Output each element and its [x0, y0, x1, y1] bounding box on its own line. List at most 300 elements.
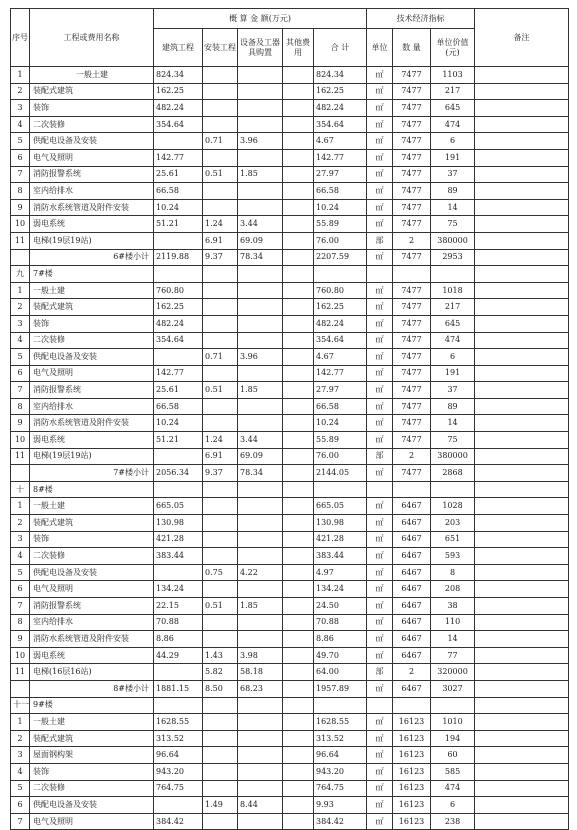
cell-name: 装饰 — [30, 100, 154, 117]
cell-name: 7#楼 — [30, 266, 154, 283]
cell-unit: 部 — [367, 664, 393, 681]
cell-other — [283, 83, 314, 100]
cell-construction — [154, 266, 203, 283]
cell-total: 9.93 — [314, 797, 367, 814]
cell-unit: ㎡ — [367, 598, 393, 615]
cell-total: 66.58 — [314, 183, 367, 200]
cell-name: 室内给排水 — [30, 398, 154, 415]
cell-construction: 10.24 — [154, 199, 203, 216]
cell-equipment — [238, 548, 283, 565]
cell-equipment — [238, 415, 283, 432]
cell-remark — [475, 266, 569, 283]
cell-total — [314, 697, 367, 714]
cell-unit: ㎡ — [367, 299, 393, 316]
cell-seq: 9 — [11, 415, 30, 432]
table-row — [11, 149, 569, 166]
cell-seq — [11, 465, 30, 482]
cell-seq: 十一 — [11, 697, 30, 714]
cell-quantity: 16123 — [393, 714, 431, 731]
cell-unit-value: 217 — [431, 299, 475, 316]
cell-remark — [475, 481, 569, 498]
cell-other — [283, 100, 314, 117]
cell-other — [283, 730, 314, 747]
cell-quantity: 16123 — [393, 747, 431, 764]
cell-name: 二次装修 — [30, 548, 154, 565]
cell-remark — [475, 398, 569, 415]
cell-quantity: 2 — [393, 232, 431, 249]
cell-remark — [475, 448, 569, 465]
cell-install — [203, 714, 238, 731]
cell-other — [283, 531, 314, 548]
table-row — [11, 631, 569, 648]
cell-seq: 1 — [11, 282, 30, 299]
cell-install — [203, 398, 238, 415]
cell-equipment — [238, 299, 283, 316]
cell-quantity: 6467 — [393, 598, 431, 615]
cell-quantity: 2 — [393, 448, 431, 465]
cell-total: 482.24 — [314, 315, 367, 332]
cell-remark — [475, 432, 569, 449]
cell-quantity — [393, 266, 431, 283]
cell-unit: ㎡ — [367, 398, 393, 415]
cell-install: 6.91 — [203, 448, 238, 465]
cell-install — [203, 365, 238, 382]
cell-construction: 25.61 — [154, 166, 203, 183]
cell-remark — [475, 83, 569, 100]
cell-name: 装配式建筑 — [30, 515, 154, 532]
cell-seq: 6 — [11, 797, 30, 814]
cell-total: 1957.89 — [314, 680, 367, 697]
cell-unit-value — [431, 697, 475, 714]
cell-equipment — [238, 199, 283, 216]
cell-quantity: 6467 — [393, 581, 431, 598]
cell-quantity: 7477 — [393, 149, 431, 166]
cell-construction: 51.21 — [154, 216, 203, 233]
cell-other — [283, 548, 314, 565]
cell-quantity: 16123 — [393, 763, 431, 780]
header-budget-group: 概 算 金 额(万元) — [154, 9, 367, 29]
cell-install: 9.37 — [203, 465, 238, 482]
table-row — [11, 216, 569, 233]
cell-quantity: 7477 — [393, 299, 431, 316]
cell-construction: 1881.15 — [154, 680, 203, 697]
cell-unit-value: 474 — [431, 780, 475, 797]
cell-name: 装配式建筑 — [30, 299, 154, 316]
cell-other — [283, 216, 314, 233]
cell-name: 屋面钢构架 — [30, 747, 154, 764]
cell-equipment — [238, 67, 283, 84]
cell-unit: ㎡ — [367, 763, 393, 780]
cell-seq: 1 — [11, 498, 30, 515]
cell-install — [203, 515, 238, 532]
header-other: 其他费用 — [283, 29, 314, 67]
cell-equipment — [238, 398, 283, 415]
table-row — [11, 299, 569, 316]
cell-remark — [475, 415, 569, 432]
cell-unit: ㎡ — [367, 100, 393, 117]
cell-unit: ㎡ — [367, 133, 393, 150]
cell-total: 134.24 — [314, 581, 367, 598]
cell-remark — [475, 564, 569, 581]
cell-construction: 824.34 — [154, 67, 203, 84]
table-row — [11, 133, 569, 150]
cell-construction: 162.25 — [154, 83, 203, 100]
cell-install — [203, 780, 238, 797]
cell-construction: 142.77 — [154, 149, 203, 166]
header-total: 合 计 — [314, 29, 367, 67]
cell-seq: 8 — [11, 398, 30, 415]
cell-unit-value: 14 — [431, 199, 475, 216]
cell-unit-value: 1028 — [431, 498, 475, 515]
cell-seq: 6 — [11, 149, 30, 166]
cell-unit: ㎡ — [367, 67, 393, 84]
table-row — [11, 581, 569, 598]
cell-install: 1.49 — [203, 797, 238, 814]
header-name: 工程或费用名称 — [30, 9, 154, 67]
cell-other — [283, 299, 314, 316]
cell-equipment — [238, 498, 283, 515]
cell-unit: ㎡ — [367, 581, 393, 598]
cell-install — [203, 282, 238, 299]
cell-name: 装饰 — [30, 531, 154, 548]
cell-other — [283, 398, 314, 415]
cell-quantity: 6467 — [393, 548, 431, 565]
cell-other — [283, 498, 314, 515]
cell-equipment — [238, 116, 283, 133]
cell-install: 0.71 — [203, 349, 238, 366]
cell-construction: 384.42 — [154, 813, 203, 830]
cell-seq: 5 — [11, 780, 30, 797]
cell-other — [283, 631, 314, 648]
cell-other — [283, 564, 314, 581]
cell-construction — [154, 697, 203, 714]
header-unit: 单位 — [367, 29, 393, 67]
cell-other — [283, 282, 314, 299]
cell-seq: 4 — [11, 332, 30, 349]
cell-construction: 421.28 — [154, 531, 203, 548]
cell-quantity: 6467 — [393, 631, 431, 648]
cell-remark — [475, 282, 569, 299]
table-row — [11, 398, 569, 415]
cell-other — [283, 349, 314, 366]
cell-unit: ㎡ — [367, 647, 393, 664]
cell-name: 消防水系统管道及附件安装 — [30, 199, 154, 216]
cell-install — [203, 83, 238, 100]
cell-seq: 6 — [11, 581, 30, 598]
cell-quantity: 7477 — [393, 83, 431, 100]
cell-equipment: 58.18 — [238, 664, 283, 681]
table-row — [11, 100, 569, 117]
cell-remark — [475, 149, 569, 166]
cell-install — [203, 498, 238, 515]
cell-equipment: 3.96 — [238, 349, 283, 366]
cell-seq: 6 — [11, 365, 30, 382]
cell-seq: 9 — [11, 631, 30, 648]
table-row — [11, 481, 569, 498]
cell-name: 电梯(19层19站) — [30, 448, 154, 465]
cell-remark — [475, 598, 569, 615]
cell-unit — [367, 697, 393, 714]
cell-remark — [475, 714, 569, 731]
cell-equipment — [238, 614, 283, 631]
cell-construction: 482.24 — [154, 315, 203, 332]
cell-quantity: 7477 — [393, 67, 431, 84]
cell-seq: 8 — [11, 183, 30, 200]
cell-name: 消防报警系统 — [30, 382, 154, 399]
table-row — [11, 797, 569, 814]
cell-unit-value: 1018 — [431, 282, 475, 299]
cell-quantity: 6467 — [393, 515, 431, 532]
cell-unit-value: 14 — [431, 631, 475, 648]
cell-install — [203, 747, 238, 764]
cell-unit-value: 380000 — [431, 448, 475, 465]
table-row — [11, 282, 569, 299]
cell-total: 354.64 — [314, 332, 367, 349]
cell-other — [283, 249, 314, 266]
table-row — [11, 382, 569, 399]
cell-quantity: 7477 — [393, 282, 431, 299]
header-unit-value: 单位价值(元) — [431, 29, 475, 67]
table-row — [11, 365, 569, 382]
cell-install: 0.51 — [203, 598, 238, 615]
table-row — [11, 183, 569, 200]
cell-equipment — [238, 183, 283, 200]
cell-total: 66.58 — [314, 398, 367, 415]
cell-unit: ㎡ — [367, 183, 393, 200]
cell-seq: 3 — [11, 100, 30, 117]
cell-install — [203, 332, 238, 349]
cell-construction: 354.64 — [154, 116, 203, 133]
cell-construction: 44.29 — [154, 647, 203, 664]
cell-remark — [475, 614, 569, 631]
cell-equipment — [238, 697, 283, 714]
cell-unit-value: 585 — [431, 763, 475, 780]
table-row — [11, 116, 569, 133]
cell-equipment — [238, 780, 283, 797]
cell-other — [283, 747, 314, 764]
cell-name: 8#楼小计 — [30, 680, 154, 697]
cell-other — [283, 232, 314, 249]
cell-other — [283, 415, 314, 432]
cell-equipment: 3.44 — [238, 216, 283, 233]
cell-total: 665.05 — [314, 498, 367, 515]
cell-equipment — [238, 531, 283, 548]
cell-name: 二次装修 — [30, 780, 154, 797]
cell-unit-value — [431, 481, 475, 498]
cell-construction: 665.05 — [154, 498, 203, 515]
cell-unit: ㎡ — [367, 365, 393, 382]
cell-construction: 764.75 — [154, 780, 203, 797]
cell-name: 电气及照明 — [30, 581, 154, 598]
cell-name: 弱电系统 — [30, 216, 154, 233]
cell-seq — [11, 680, 30, 697]
cost-estimate-table — [10, 8, 569, 830]
cell-unit-value: 1103 — [431, 67, 475, 84]
cell-name: 供配电设备及安装 — [30, 133, 154, 150]
cell-unit: ㎡ — [367, 166, 393, 183]
cell-construction: 383.44 — [154, 548, 203, 565]
cell-total: 96.64 — [314, 747, 367, 764]
cell-equipment: 1.85 — [238, 382, 283, 399]
cell-install — [203, 481, 238, 498]
cell-other — [283, 365, 314, 382]
cell-name: 室内给排水 — [30, 614, 154, 631]
cell-unit-value: 651 — [431, 531, 475, 548]
cell-name: 室内给排水 — [30, 183, 154, 200]
cell-total: 55.89 — [314, 432, 367, 449]
cell-other — [283, 199, 314, 216]
cell-name: 消防报警系统 — [30, 166, 154, 183]
table-row — [11, 515, 569, 532]
cell-other — [283, 332, 314, 349]
cell-construction — [154, 349, 203, 366]
cell-unit-value: 110 — [431, 614, 475, 631]
cell-quantity: 6467 — [393, 498, 431, 515]
table-row — [11, 249, 569, 266]
cell-install: 0.71 — [203, 133, 238, 150]
cell-construction — [154, 448, 203, 465]
cell-name: 一般土建 — [30, 282, 154, 299]
cell-unit: ㎡ — [367, 614, 393, 631]
cell-name: 7#楼小计 — [30, 465, 154, 482]
cell-construction: 162.25 — [154, 299, 203, 316]
cell-install — [203, 697, 238, 714]
cell-unit-value: 1010 — [431, 714, 475, 731]
cell-quantity: 16123 — [393, 780, 431, 797]
cell-total: 760.80 — [314, 282, 367, 299]
cell-unit: ㎡ — [367, 332, 393, 349]
table-row — [11, 266, 569, 283]
cell-remark — [475, 548, 569, 565]
cell-other — [283, 266, 314, 283]
cell-equipment: 78.34 — [238, 465, 283, 482]
cell-unit: ㎡ — [367, 382, 393, 399]
cell-unit: ㎡ — [367, 415, 393, 432]
cell-quantity: 7477 — [393, 133, 431, 150]
cell-name: 6#楼小计 — [30, 249, 154, 266]
cell-seq: 7 — [11, 813, 30, 830]
cell-other — [283, 680, 314, 697]
cell-equipment: 69.09 — [238, 232, 283, 249]
cell-install — [203, 531, 238, 548]
header-equipment: 设备及工器具购置 — [238, 29, 283, 67]
cell-unit-value: 191 — [431, 365, 475, 382]
header-construction: 建筑工程 — [154, 29, 203, 67]
cell-seq: 5 — [11, 133, 30, 150]
cell-construction: 25.61 — [154, 382, 203, 399]
cell-name: 电梯(16层16站) — [30, 664, 154, 681]
table-row — [11, 315, 569, 332]
cell-construction: 96.64 — [154, 747, 203, 764]
cell-unit-value: 89 — [431, 398, 475, 415]
cell-remark — [475, 647, 569, 664]
cell-remark — [475, 797, 569, 814]
cell-unit-value: 2953 — [431, 249, 475, 266]
cell-quantity: 7477 — [393, 365, 431, 382]
cell-unit-value: 6 — [431, 349, 475, 366]
cell-unit: ㎡ — [367, 730, 393, 747]
cell-unit: ㎡ — [367, 747, 393, 764]
cell-quantity: 16123 — [393, 730, 431, 747]
cell-unit-value: 320000 — [431, 664, 475, 681]
cell-construction: 2056.34 — [154, 465, 203, 482]
cell-install — [203, 299, 238, 316]
cell-unit: ㎡ — [367, 116, 393, 133]
cell-construction: 70.88 — [154, 614, 203, 631]
cell-quantity: 7477 — [393, 166, 431, 183]
cell-other — [283, 581, 314, 598]
cell-unit: ㎡ — [367, 249, 393, 266]
cell-other — [283, 515, 314, 532]
cell-other — [283, 465, 314, 482]
cell-quantity — [393, 481, 431, 498]
cell-total: 4.67 — [314, 349, 367, 366]
table-row — [11, 747, 569, 764]
cell-remark — [475, 365, 569, 382]
cell-remark — [475, 631, 569, 648]
cell-name: 电梯(19层19站) — [30, 232, 154, 249]
cell-quantity: 7477 — [393, 100, 431, 117]
cell-total: 130.98 — [314, 515, 367, 532]
cell-unit-value: 3027 — [431, 680, 475, 697]
cell-construction: 1628.55 — [154, 714, 203, 731]
cell-other — [283, 763, 314, 780]
cell-install — [203, 763, 238, 780]
cell-equipment: 3.98 — [238, 647, 283, 664]
cell-unit: ㎡ — [367, 315, 393, 332]
cell-equipment — [238, 730, 283, 747]
cell-name: 供配电设备及安装 — [30, 349, 154, 366]
cell-construction — [154, 481, 203, 498]
cell-total: 8.86 — [314, 631, 367, 648]
cell-name: 一般土建 — [30, 67, 154, 84]
cell-unit-value: 75 — [431, 216, 475, 233]
cell-equipment: 68.23 — [238, 680, 283, 697]
cell-total: 76.00 — [314, 448, 367, 465]
cell-total: 482.24 — [314, 100, 367, 117]
cell-unit-value: 6 — [431, 133, 475, 150]
cell-quantity: 7477 — [393, 249, 431, 266]
cell-name: 装配式建筑 — [30, 730, 154, 747]
cell-total: 10.24 — [314, 199, 367, 216]
cell-name: 8#楼 — [30, 481, 154, 498]
cell-unit-value: 37 — [431, 382, 475, 399]
cell-seq: 7 — [11, 166, 30, 183]
cell-equipment — [238, 315, 283, 332]
cell-remark — [475, 116, 569, 133]
cell-quantity: 6467 — [393, 531, 431, 548]
cell-seq: 5 — [11, 349, 30, 366]
cell-install: 1.43 — [203, 647, 238, 664]
cell-name: 消防水系统管道及附件安装 — [30, 631, 154, 648]
cell-quantity: 7477 — [393, 332, 431, 349]
cell-remark — [475, 780, 569, 797]
cell-construction: 51.21 — [154, 432, 203, 449]
table-row — [11, 763, 569, 780]
cell-quantity: 7477 — [393, 465, 431, 482]
table-row — [11, 730, 569, 747]
cell-total: 142.77 — [314, 149, 367, 166]
cell-quantity: 7477 — [393, 116, 431, 133]
cell-total: 764.75 — [314, 780, 367, 797]
cell-quantity: 16123 — [393, 797, 431, 814]
cell-name: 9#楼 — [30, 697, 154, 714]
cell-unit-value: 14 — [431, 415, 475, 432]
cell-remark — [475, 747, 569, 764]
cell-seq: 3 — [11, 315, 30, 332]
cell-construction: 8.86 — [154, 631, 203, 648]
cell-quantity: 7477 — [393, 199, 431, 216]
